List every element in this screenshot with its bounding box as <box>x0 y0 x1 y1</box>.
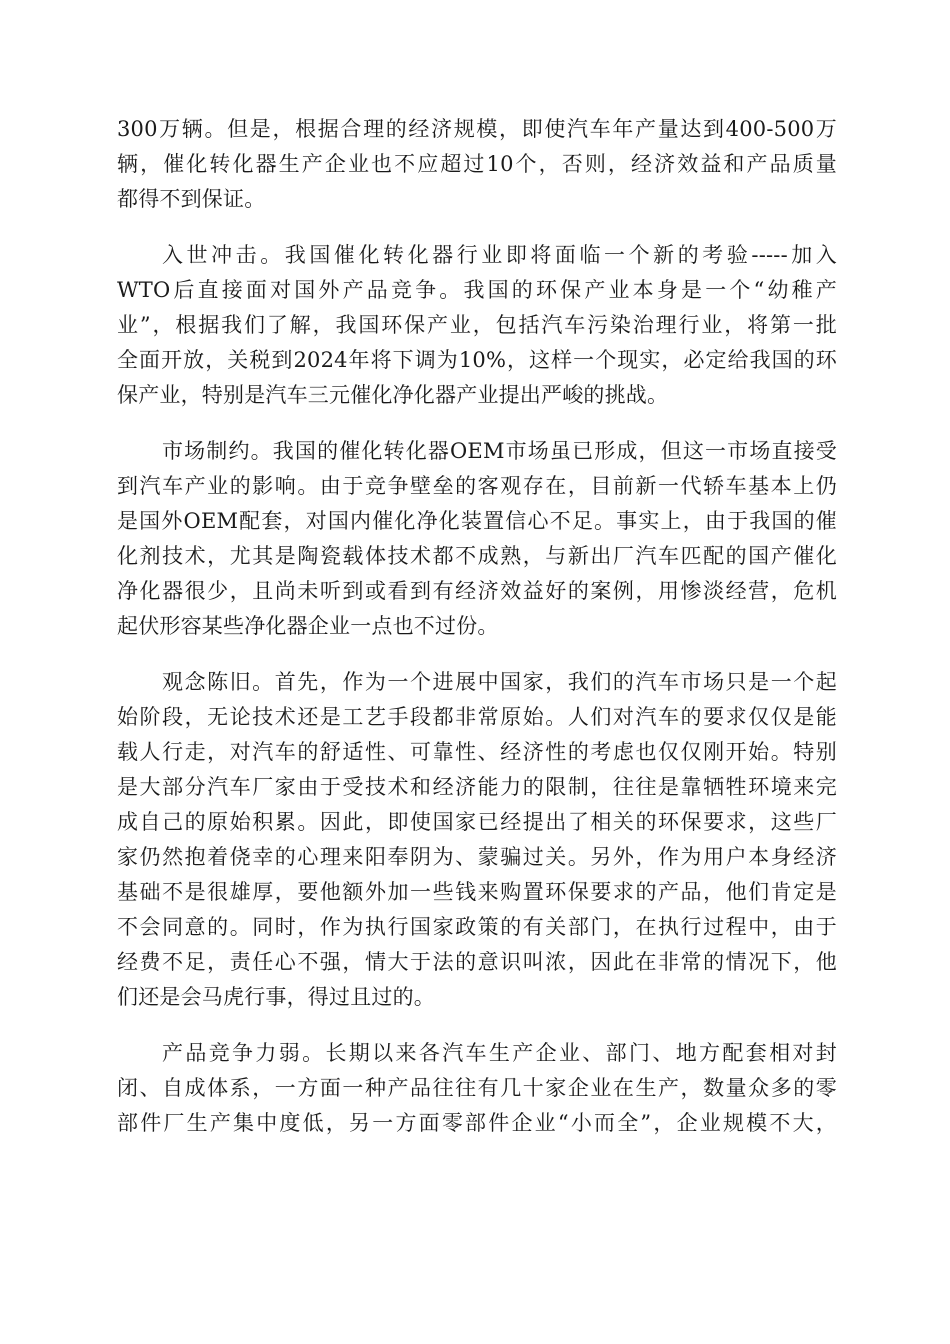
text-line: 辆，催化转化器生产企业也不应超过10个，否则，经济效益和产品质量 <box>117 152 837 176</box>
text-line: 是国外OEM配套，对国内催化净化装置信心不足。事实上，由于我国的催 <box>117 509 837 533</box>
text-line: 成自己的原始积累。因此，即使国家已经提出了相关的环保要求，这些厂 <box>117 810 837 834</box>
text-line: 到汽车产业的影响。由于竞争壁垒的客观存在，目前新一代轿车基本上仍 <box>117 474 837 498</box>
text-line: 不会同意的。同时，作为执行国家政策的有关部门，在执行过程中，由于 <box>117 915 837 939</box>
text-line: 化剂技术，尤其是陶瓷载体技术都不成熟，与新出厂汽车匹配的国产催化 <box>117 544 837 568</box>
text-line: 基础不是很雄厚，要他额外加一些钱来购置环保要求的产品，他们肯定是 <box>117 880 837 904</box>
paragraph-market-constraints <box>117 434 837 644</box>
text-line: 闭、自成体系，一方面一种产品往往有几十家企业在生产，数量众多的零 <box>117 1076 837 1100</box>
text-line: 们还是会马虎行事，得过且过的。 <box>117 985 435 1009</box>
text-line: 全面开放，关税到2024年将下调为10%，这样一个现实，必定给我国的环 <box>117 348 837 372</box>
paragraph-production-scale <box>117 112 837 217</box>
text-line: 家仍然抱着侥幸的心理来阳奉阴为、蒙骗过关。另外，作为用户本身经济 <box>117 845 837 869</box>
paragraph-weak-competitiveness <box>117 1036 837 1141</box>
text-line: WTO后直接面对国外产品竞争。我国的环保产业本身是一个“幼稚产 <box>117 278 837 302</box>
text-line: 起伏形容某些净化器企业一点也不过份。 <box>117 614 499 638</box>
text-line: 300万辆。但是，根据合理的经济规模，即使汽车年产量达到400-500万 <box>117 117 837 141</box>
text-line: 观念陈旧。首先，作为一个进展中国家，我们的汽车市场只是一个起 <box>162 670 837 694</box>
text-line: 入世冲击。我国催化转化器行业即将面临一个新的考验-----加入 <box>162 243 837 267</box>
text-line: 净化器很少，且尚未听到或看到有经济效益好的案例，用惨淡经营，危机 <box>117 579 837 603</box>
paragraph-wto-impact <box>117 238 837 413</box>
text-line: 始阶段，无论技术还是工艺手段都非常原始。人们对汽车的要求仅仅是能 <box>117 705 837 729</box>
text-line: 市场制约。我国的催化转化器OEM市场虽已形成，但这一市场直接受 <box>162 439 837 463</box>
text-line: 保产业，特别是汽车三元催化净化器产业提出严峻的挑战。 <box>117 383 669 407</box>
text-line: 都得不到保证。 <box>117 187 266 211</box>
text-line: 业”，根据我们了解，我国环保产业，包括汽车污染治理行业，将第一批 <box>117 313 837 337</box>
text-line: 产品竞争力弱。长期以来各汽车生产企业、部门、地方配套相对封 <box>162 1041 837 1065</box>
text-line: 载人行走，对汽车的舒适性、可靠性、经济性的考虑也仅仅刚开始。特别 <box>117 740 837 764</box>
text-line: 部件厂生产集中度低，另一方面零部件企业“小而全”，企业规模不大， <box>117 1111 837 1135</box>
paragraph-outdated-concepts <box>117 665 837 1015</box>
text-line: 经费不足，责任心不强，情大于法的意识叫浓，因此在非常的情况下，他 <box>117 950 837 974</box>
text-line: 是大部分汽车厂家由于受技术和经济能力的限制，往往是靠牺牲环境来完 <box>117 775 837 799</box>
document-page <box>117 112 837 1162</box>
